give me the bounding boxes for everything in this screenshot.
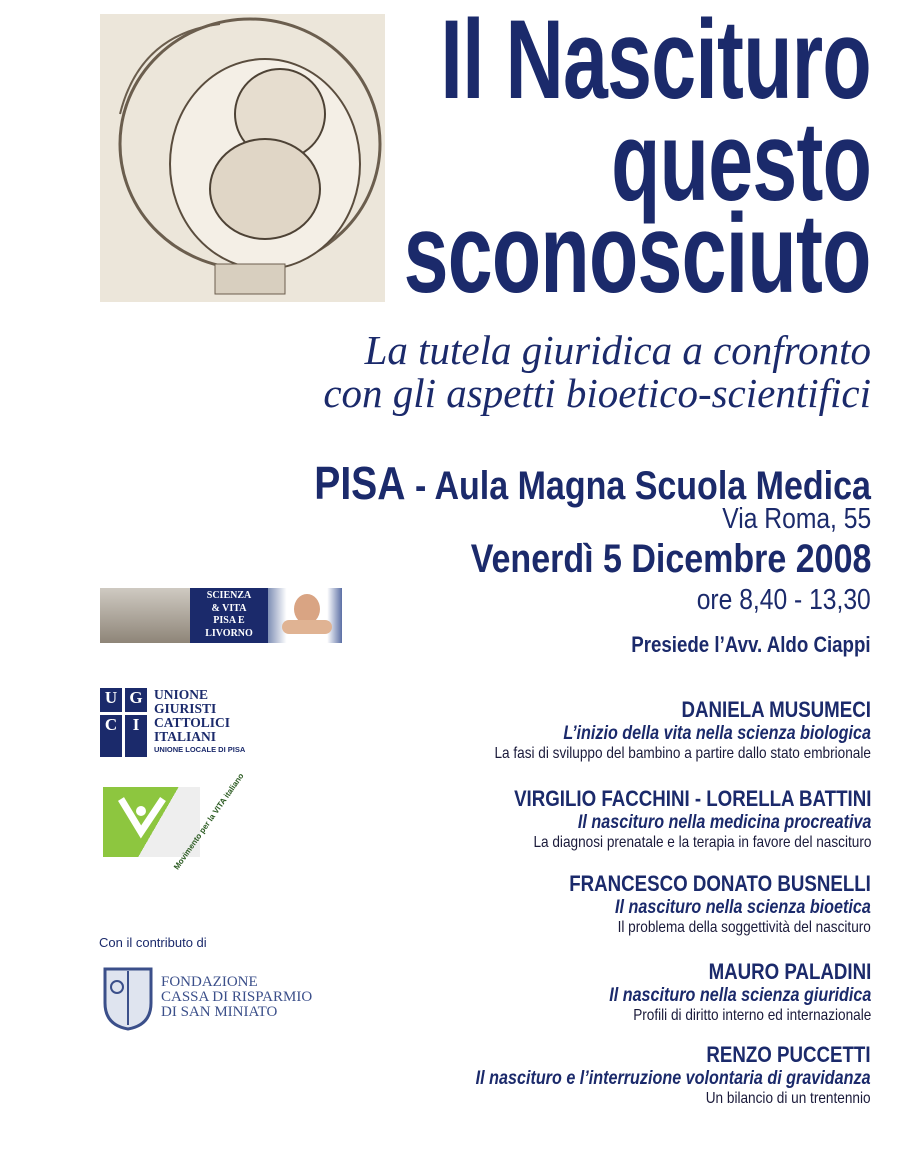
speaker-topic: Il nascituro nella scienza giuridica xyxy=(608,985,871,1006)
speaker-desc: Un bilancio di un trentennio xyxy=(706,1090,871,1107)
logo-text: Movimento per la VITA italiano xyxy=(171,771,246,872)
speaker-topic: L’inizio della vita nella scienza biologica xyxy=(563,723,871,744)
title-line-2: questo xyxy=(610,99,871,224)
movimento-vita-logo xyxy=(103,771,246,872)
event-date: Venerdì 5 Dicembre 2008 xyxy=(470,537,871,581)
logo-text: SCIENZA xyxy=(206,590,252,601)
logo-letter: U xyxy=(100,688,122,712)
ugci-logo xyxy=(100,688,245,757)
speaker-1 xyxy=(428,697,871,763)
logo-text: CATTOLICI xyxy=(154,715,231,730)
venue-place: Aula Magna Scuola Medica xyxy=(434,464,871,508)
speaker-5 xyxy=(406,1042,871,1108)
scienza-vita-logo xyxy=(100,588,342,643)
venue-dash: - xyxy=(405,464,435,508)
venue-line xyxy=(314,456,871,510)
logo-letter: G xyxy=(125,688,147,712)
logo-text: LIVORNO xyxy=(205,627,253,639)
venue-address: Via Roma, 55 xyxy=(722,503,871,535)
logo-text: UNIONE xyxy=(154,687,209,702)
speaker-name: DANIELA MUSUMECI xyxy=(681,697,871,722)
speaker-desc: Profili di diritto interno ed internazionale xyxy=(632,1007,871,1024)
speaker-name: FRANCESCO DONATO BUSNELLI xyxy=(569,871,871,896)
speaker-desc: Il problema della soggettività del nascituro xyxy=(617,919,871,936)
title-line-1: Il Nascituro xyxy=(440,0,871,122)
speaker-name: VIRGILIO FACCHINI - LORELLA BATTINI xyxy=(513,786,871,811)
speaker-name: RENZO PUCCETTI xyxy=(706,1042,871,1067)
logo-text: & VITA xyxy=(211,602,247,614)
event-time: ore 8,40 - 13,30 xyxy=(696,584,871,616)
pisa-cathedral-image xyxy=(100,588,190,643)
logo-text: DI SAN MINIATO xyxy=(161,1003,278,1020)
fetus-drawing xyxy=(100,14,385,302)
venue-city: PISA xyxy=(314,457,406,509)
logo-text: GIURISTI xyxy=(154,701,217,716)
speaker-topic: Il nascituro nella medicina procreativa xyxy=(577,812,871,833)
speaker-4 xyxy=(563,959,871,1025)
contributor-label: Con il contributo di xyxy=(99,935,207,950)
speaker-desc: La fasi di sviluppo del bambino a partire dallo stato embrionale xyxy=(494,745,871,762)
speaker-topic: Il nascituro nella scienza bioetica xyxy=(615,897,871,918)
coat-of-arms-icon xyxy=(99,963,157,1031)
logo-letter: C xyxy=(100,715,122,757)
logo-text: ITALIANI xyxy=(154,729,217,744)
subtitle-line-2: con gli aspetti bioetico-scientifici xyxy=(323,370,871,416)
logo-letter: I xyxy=(125,715,147,757)
speaker-topic: Il nascituro e l’interruzione volontaria di gravidanza xyxy=(476,1068,871,1089)
chair: Presiede l’Avv. Aldo Ciappi xyxy=(631,632,871,657)
fondazione-logo xyxy=(99,963,312,1031)
speaker-desc: La diagnosi prenatale e la terapia in favore del nascituro xyxy=(533,834,871,851)
title-line-3: sconosciuto xyxy=(403,191,871,316)
speaker-2 xyxy=(451,786,871,852)
speaker-name: MAURO PALADINI xyxy=(708,959,871,984)
logo-text: PISA E xyxy=(213,615,245,626)
baby-image xyxy=(268,588,342,643)
subtitle-line-1: La tutela giuridica a confronto xyxy=(364,327,871,373)
logo-text: FONDAZIONE xyxy=(161,973,258,990)
speaker-3 xyxy=(516,871,871,937)
logo-text: CASSA DI RISPARMIO xyxy=(161,988,313,1005)
logo-text: UNIONE LOCALE DI PISA xyxy=(154,745,246,754)
